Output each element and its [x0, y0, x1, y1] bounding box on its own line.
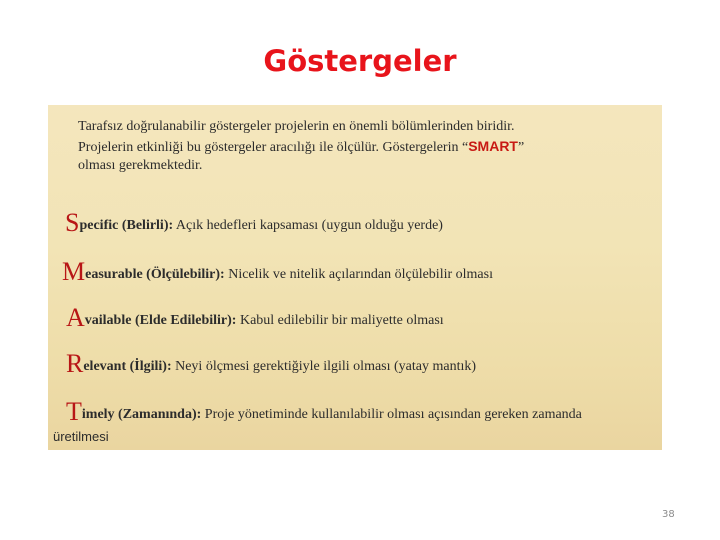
intro-text — [78, 118, 638, 176]
item-term: vailable (Elde Edilebilir): — [84, 313, 237, 328]
intro-line-2-before: Projelerin etkinliği bu göstergeler aracılığı ile ölçülür. Göstergelerin “ — [78, 139, 469, 155]
intro-line-2-after: ” — [517, 139, 525, 155]
item-letter: M — [62, 257, 86, 286]
content-panel — [48, 105, 662, 450]
intro-line-1: Tarafsız doğrulanabilir göstergeler projelerin en önemli bölümlerinden biridir. — [78, 119, 515, 134]
item-letter: S — [65, 208, 80, 237]
item-term: easurable (Ölçülebilir): — [85, 267, 225, 282]
item-term: pecific (Belirli): — [79, 218, 174, 233]
item-description: Neyi ölçmesi gerektiğiyle ilgili olması (yatay mantık) — [171, 359, 477, 374]
item-letter: A — [66, 303, 85, 332]
item-description: Proje yönetiminde kullanılabilir olması açısından gereken zamanda — [201, 407, 582, 422]
smart-item-specific — [65, 208, 443, 238]
intro-line-3: olması gerekmektedir. — [78, 158, 203, 173]
smart-item-measurable — [62, 257, 493, 287]
item-term: elevant (İlgili): — [83, 359, 172, 374]
slide-title: Göstergeler — [263, 44, 457, 78]
smart-item-timely-continuation: üretilmesi — [53, 429, 109, 444]
item-description: Nicelik ve nitelik açılarından ölçülebilir olması — [224, 267, 493, 282]
smart-item-timely — [66, 397, 582, 427]
page-number: 38 — [662, 509, 675, 520]
smart-item-relevant — [66, 349, 476, 379]
item-letter: T — [66, 397, 82, 426]
smart-item-available — [66, 303, 444, 333]
smart-keyword: SMART — [468, 137, 518, 154]
item-letter: R — [66, 349, 84, 378]
item-description: Kabul edilebilir bir maliyette olması — [236, 313, 444, 328]
intro-line-2 — [78, 137, 638, 158]
item-term: imely (Zamanında): — [81, 407, 202, 422]
item-description: Açık hedefleri kapsaması (uygun olduğu yerde) — [173, 218, 443, 233]
